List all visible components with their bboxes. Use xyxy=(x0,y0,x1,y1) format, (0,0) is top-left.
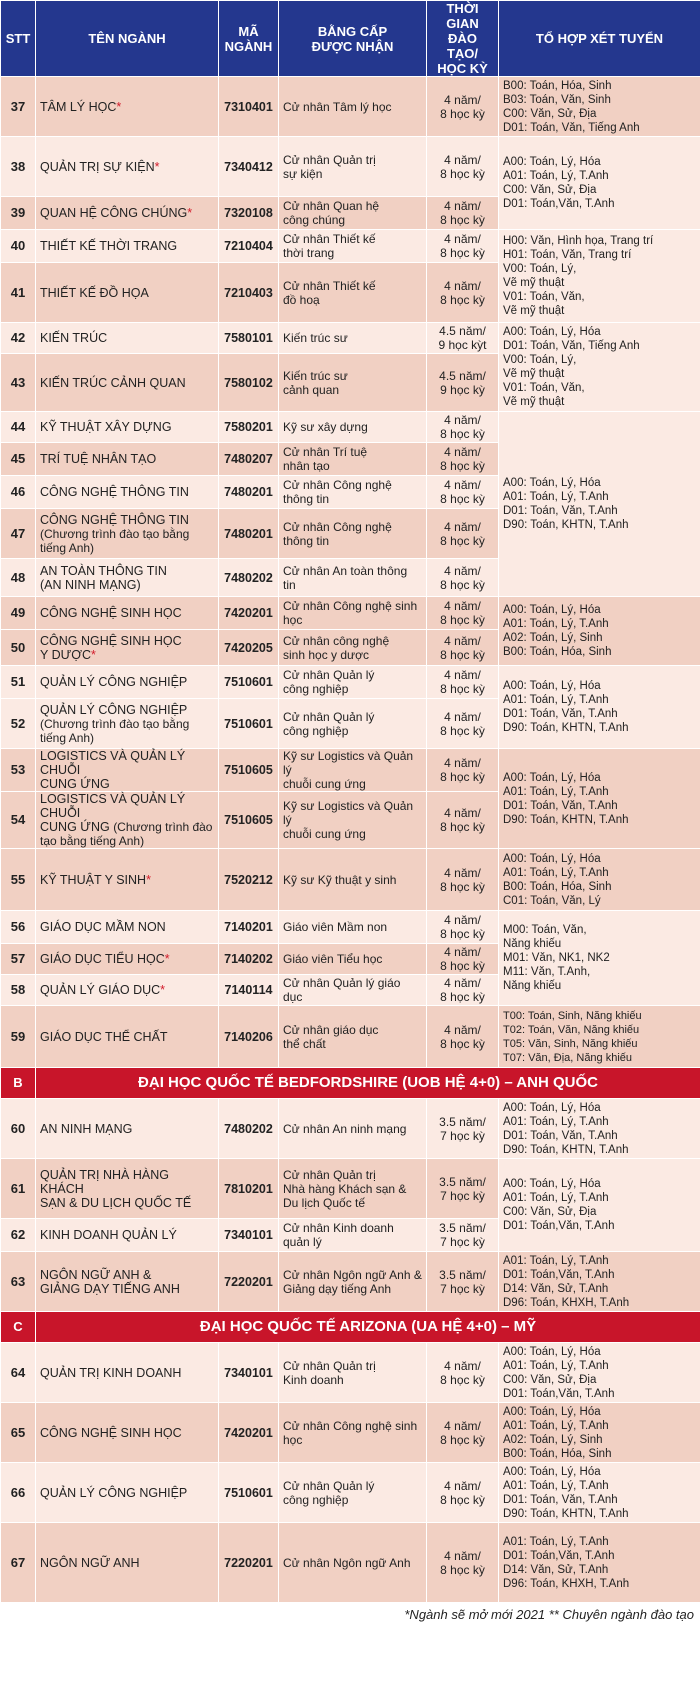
row-code: 7210404 xyxy=(219,230,279,263)
row-duration: 4 năm/ 8 học kỳ xyxy=(427,77,499,137)
row-name: GIÁO DỤC THỂ CHẤT xyxy=(36,1006,219,1068)
row-name: QUẢN TRỊ KINH DOANH xyxy=(36,1343,219,1403)
row-duration: 4 năm/ 8 học kỳ xyxy=(427,1343,499,1403)
row-degree: Kỹ sư xây dựng xyxy=(279,412,427,443)
row-name: TRÍ TUỆ NHÂN TẠO xyxy=(36,443,219,476)
row-stt: 50 xyxy=(1,630,36,666)
table-row xyxy=(1,137,700,197)
row-name xyxy=(36,137,219,197)
row-name-note: (Chương trình đào tạo bằng tiếng Anh) xyxy=(40,526,190,555)
row-stt: 65 xyxy=(1,1403,36,1463)
row-name: QUẢN LÝ CÔNG NGHIỆP xyxy=(36,1463,219,1523)
row-degree: Cử nhân Ngôn ngữ Anh xyxy=(279,1523,427,1603)
row-combos: A01: Toán, Lý, T.Anh D01: Toán,Văn, T.Anh D14: Văn, Sử, T.Anh D96: Toán, KHXH, T.Anh xyxy=(499,1252,700,1312)
row-name xyxy=(36,509,219,559)
row-stt: 60 xyxy=(1,1099,36,1159)
row-combos: A00: Toán, Lý, Hóa A01: Toán, Lý, T.Anh A02: Toán, Lý, Sinh B00: Toán, Hóa, Sinh xyxy=(499,1403,700,1463)
row-degree: Cử nhân An ninh mạng xyxy=(279,1099,427,1159)
row-degree: Cử nhân Công nghệ sinh học xyxy=(279,1403,427,1463)
row-duration: 4 năm/ 8 học kỳ xyxy=(427,1463,499,1523)
row-degree: Cử nhân Thiết kế đồ hoạ xyxy=(279,263,427,323)
section-title: ĐẠI HỌC QUỐC TẾ ARIZONA (UA HỆ 4+0) – MỸ xyxy=(36,1312,700,1343)
row-duration: 4.5 năm/ 9 học kỳt xyxy=(427,323,499,354)
row-degree: Cử nhân Tâm lý học xyxy=(279,77,427,137)
row-code: 7220201 xyxy=(219,1252,279,1312)
row-degree: Cử nhân Quản lý công nghiệp xyxy=(279,666,427,699)
row-code: 7320108 xyxy=(219,197,279,230)
row-degree: Cử nhân Quản lý công nghiệp xyxy=(279,699,427,749)
row-degree: Cử nhân An toàn thông tin xyxy=(279,559,427,597)
new-program-star: * xyxy=(160,983,166,997)
header-bang-cap: BẰNG CẤP ĐƯỢC NHẬN xyxy=(279,1,427,77)
row-name: GIÁO DỤC MẦM NON xyxy=(36,911,219,944)
row-duration: 4.5 năm/ 9 học kỳ xyxy=(427,354,499,412)
footnote: *Ngành sẽ mở mới 2021 ** Chuyên ngành đào tạo xyxy=(404,1607,694,1622)
row-combos: A00: Toán, Lý, Hóa A01: Toán, Lý, T.Anh D01: Toán, Văn, T.Anh D90: Toán, KHTN, T.Anh xyxy=(499,412,700,597)
row-name: CÔNG NGHỆ SINH HỌC xyxy=(36,597,219,630)
row-combos: A00: Toán, Lý, Hóa A01: Toán, Lý, T.Anh D01: Toán, Văn, T.Anh D90: Toán, KHTN, T.Anh xyxy=(499,749,700,849)
row-duration: 4 năm/ 8 học kỳ xyxy=(427,559,499,597)
row-stt: 57 xyxy=(1,944,36,975)
row-degree: Cử nhân Công nghệ thông tin xyxy=(279,476,427,509)
row-stt: 49 xyxy=(1,597,36,630)
row-name-note: (Chương trình đào tạo bằng tiếng Anh) xyxy=(40,820,213,848)
table-row xyxy=(1,230,700,263)
row-duration: 3.5 năm/ 7 học kỳ xyxy=(427,1099,499,1159)
row-duration: 4 năm/ 8 học kỳ xyxy=(427,792,499,849)
row-combos: A00: Toán, Lý, Hóa A01: Toán, Lý, T.Anh C00: Văn, Sử, Địa D01: Toán,Văn, T.Anh xyxy=(499,1159,700,1252)
section-title: ĐẠI HỌC QUỐC TẾ BEDFORDSHIRE (UOB HỆ 4+0) – ANH QUỐC xyxy=(36,1068,700,1099)
row-duration: 4 năm/ 8 học kỳ xyxy=(427,1523,499,1603)
row-degree: Kiến trúc sư xyxy=(279,323,427,354)
row-name-text: QUẢN LÝ GIÁO DỤC xyxy=(40,983,161,997)
header-row xyxy=(1,1,700,77)
section-row-b xyxy=(1,1068,700,1099)
row-stt: 56 xyxy=(1,911,36,944)
row-code: 7520212 xyxy=(219,849,279,911)
row-duration: 4 năm/ 8 học kỳ xyxy=(427,476,499,509)
section-label: B xyxy=(1,1068,36,1099)
table-row xyxy=(1,1252,700,1312)
row-code: 7510601 xyxy=(219,699,279,749)
header-thoi-gian: THỜI GIAN ĐÀO TẠO/ HỌC KỲ xyxy=(427,1,499,77)
row-combos: A00: Toán, Lý, Hóa A01: Toán, Lý, T.Anh D01: Toán, Văn, T.Anh D90: Toán, KHTN, T.Anh xyxy=(499,666,700,749)
row-name: KIẾN TRÚC xyxy=(36,323,219,354)
row-name xyxy=(36,77,219,137)
row-code: 7310401 xyxy=(219,77,279,137)
row-code: 7510605 xyxy=(219,749,279,792)
table-row xyxy=(1,412,700,443)
row-code: 7140114 xyxy=(219,975,279,1006)
row-degree: Cử nhân Quản lý công nghiệp xyxy=(279,1463,427,1523)
row-stt: 51 xyxy=(1,666,36,699)
row-name: KINH DOANH QUẢN LÝ xyxy=(36,1219,219,1252)
row-stt: 67 xyxy=(1,1523,36,1603)
row-combos: A00: Toán, Lý, Hóa A01: Toán, Lý, T.Anh B00: Toán, Hóa, Sinh C01: Toán, Văn, Lý xyxy=(499,849,700,911)
row-code: 7480201 xyxy=(219,476,279,509)
row-stt: 64 xyxy=(1,1343,36,1403)
row-degree: Cử nhân Công nghệ sinh học xyxy=(279,597,427,630)
row-name: CÔNG NGHỆ SINH HỌC xyxy=(36,1403,219,1463)
row-duration: 3.5 năm/ 7 học kỳ xyxy=(427,1219,499,1252)
row-duration: 4 năm/ 8 học kỳ xyxy=(427,630,499,666)
row-duration: 4 năm/ 8 học kỳ xyxy=(427,911,499,944)
table-row xyxy=(1,1463,700,1523)
section-row-c xyxy=(1,1312,700,1343)
row-degree: Cử nhân Kinh doanh quản lý xyxy=(279,1219,427,1252)
row-degree: Cử nhân Ngôn ngữ Anh & Giảng dạy tiếng Anh xyxy=(279,1252,427,1312)
row-code: 7510605 xyxy=(219,792,279,849)
row-name xyxy=(36,944,219,975)
row-duration: 3.5 năm/ 7 học kỳ xyxy=(427,1159,499,1219)
row-degree: Cử nhân Thiết kế thời trang xyxy=(279,230,427,263)
row-stt: 41 xyxy=(1,263,36,323)
row-degree: Kiến trúc sư cảnh quan xyxy=(279,354,427,412)
row-name xyxy=(36,849,219,911)
row-name xyxy=(36,630,219,666)
row-name: NGÔN NGỮ ANH xyxy=(36,1523,219,1603)
row-combos: B00: Toán, Hóa, Sinh B03: Toán, Văn, Sinh C00: Văn, Sử, Địa D01: Toán, Văn, Tiếng Anh xyxy=(499,77,700,137)
row-combos: A00: Toán, Lý, Hóa A01: Toán, Lý, T.Anh D01: Toán, Văn, T.Anh D90: Toán, KHTN, T.Anh xyxy=(499,1099,700,1159)
row-combos: A00: Toán, Lý, Hóa A01: Toán, Lý, T.Anh A02: Toán, Lý, Sinh B00: Toán, Hóa, Sinh xyxy=(499,597,700,666)
row-duration: 4 năm/ 8 học kỳ xyxy=(427,699,499,749)
row-name: NGÔN NGỮ ANH & GIẢNG DẠY TIẾNG ANH xyxy=(36,1252,219,1312)
row-name: THIẾT KẾ ĐỒ HỌA xyxy=(36,263,219,323)
row-stt: 39 xyxy=(1,197,36,230)
row-stt: 52 xyxy=(1,699,36,749)
row-code: 7420201 xyxy=(219,1403,279,1463)
row-degree: Giáo viên Tiểu học xyxy=(279,944,427,975)
row-combos: T00: Toán, Sinh, Năng khiếu T02: Toán, Văn, Năng khiếu T05: Văn, Sinh, Năng khiếu T07: Văn, Địa, Năng khiếu xyxy=(499,1006,700,1068)
row-code: 7340101 xyxy=(219,1343,279,1403)
row-degree: Cử nhân Quản trị Kinh doanh xyxy=(279,1343,427,1403)
row-stt: 53 xyxy=(1,749,36,792)
header-stt: STT xyxy=(1,1,36,77)
table-row xyxy=(1,77,700,137)
row-degree: Cử nhân công nghệ sinh học y dược xyxy=(279,630,427,666)
table-row xyxy=(1,849,700,911)
row-duration: 4 năm/ 8 học kỳ xyxy=(427,666,499,699)
row-combos: A00: Toán, Lý, Hóa D01: Toán, Văn, Tiếng Anh V00: Toán, Lý, Vẽ mỹ thuật V01: Toán, Văn, Vẽ mỹ thuật xyxy=(499,323,700,412)
table-row xyxy=(1,1343,700,1403)
row-duration: 4 năm/ 8 học kỳ xyxy=(427,1006,499,1068)
row-code: 7340412 xyxy=(219,137,279,197)
row-code: 7480202 xyxy=(219,1099,279,1159)
row-code: 7140201 xyxy=(219,911,279,944)
row-name-text: CÔNG NGHỆ SINH HỌC Y DƯỢC xyxy=(40,633,182,662)
row-stt: 63 xyxy=(1,1252,36,1312)
row-duration: 4 năm/ 8 học kỳ xyxy=(427,849,499,911)
row-stt: 54 xyxy=(1,792,36,849)
table-row xyxy=(1,1159,700,1219)
row-stt: 55 xyxy=(1,849,36,911)
new-program-star: * xyxy=(116,99,122,114)
row-duration: 4 năm/ 8 học kỳ xyxy=(427,749,499,792)
table-row xyxy=(1,323,700,354)
row-code: 7140206 xyxy=(219,1006,279,1068)
section-label: C xyxy=(1,1312,36,1343)
row-degree: Cử nhân giáo dục thể chất xyxy=(279,1006,427,1068)
row-code: 7480207 xyxy=(219,443,279,476)
table-row xyxy=(1,1099,700,1159)
header-to-hop: TỔ HỢP XÉT TUYỂN xyxy=(499,1,700,77)
header-ten-nganh: TÊN NGÀNH xyxy=(36,1,219,77)
row-name: AN TOÀN THÔNG TIN (AN NINH MẠNG) xyxy=(36,559,219,597)
row-name-text: TÂM LÝ HỌC xyxy=(40,99,117,114)
row-duration: 4 năm/ 8 học kỳ xyxy=(427,597,499,630)
row-code: 7420201 xyxy=(219,597,279,630)
row-code: 7510601 xyxy=(219,666,279,699)
row-stt: 37 xyxy=(1,77,36,137)
new-program-star: * xyxy=(154,159,160,174)
row-name-text: LOGISTICS VÀ QUẢN LÝ CHUỖI CUNG ỨNG xyxy=(40,792,186,834)
row-stt: 46 xyxy=(1,476,36,509)
row-code: 7580102 xyxy=(219,354,279,412)
row-combos: A00: Toán, Lý, Hóa A01: Toán, Lý, T.Anh D01: Toán, Văn, T.Anh D90: Toán, KHTN, T.Anh xyxy=(499,1463,700,1523)
row-code: 7420205 xyxy=(219,630,279,666)
row-name xyxy=(36,197,219,230)
row-name: LOGISTICS VÀ QUẢN LÝ CHUỖI CUNG ỨNG xyxy=(36,749,219,792)
row-name-text: KỸ THUẬT Y SINH xyxy=(40,872,147,887)
row-stt: 62 xyxy=(1,1219,36,1252)
row-duration: 4 năm/ 8 học kỳ xyxy=(427,412,499,443)
row-duration: 4 năm/ 8 học kỳ xyxy=(427,197,499,230)
row-duration: 4 năm/ 8 học kỳ xyxy=(427,230,499,263)
row-combos: A01: Toán, Lý, T.Anh D01: Toán,Văn, T.Anh D14: Văn, Sử, T.Anh D96: Toán, KHXH, T.Anh xyxy=(499,1523,700,1603)
row-stt: 45 xyxy=(1,443,36,476)
row-combos: A00: Toán, Lý, Hóa A01: Toán, Lý, T.Anh C00: Văn, Sử, Địa D01: Toán,Văn, T.Anh xyxy=(499,137,700,230)
table-row xyxy=(1,749,700,792)
row-code: 7480201 xyxy=(219,509,279,559)
table-row xyxy=(1,1403,700,1463)
row-code: 7340101 xyxy=(219,1219,279,1252)
row-stt: 43 xyxy=(1,354,36,412)
row-duration: 4 năm/ 8 học kỳ xyxy=(427,263,499,323)
row-stt: 58 xyxy=(1,975,36,1006)
row-combos: H00: Văn, Hình họa, Trang trí H01: Toán, Văn, Trang trí V00: Toán, Lý, Vẽ mỹ thuật V01: Toán, Văn, Vẽ mỹ thuật xyxy=(499,230,700,323)
row-code: 7810201 xyxy=(219,1159,279,1219)
new-program-star: * xyxy=(146,872,151,887)
row-stt: 66 xyxy=(1,1463,36,1523)
row-stt: 48 xyxy=(1,559,36,597)
row-code: 7140202 xyxy=(219,944,279,975)
row-name-text: GIÁO DỤC TIỂU HỌC xyxy=(40,952,165,966)
row-degree: Kỹ sư Logistics và Quản lý chuỗi cung ứng xyxy=(279,792,427,849)
new-program-star: * xyxy=(164,952,170,966)
row-degree: Cử nhân Quản lý giáo dục xyxy=(279,975,427,1006)
row-code: 7580201 xyxy=(219,412,279,443)
row-name: CÔNG NGHỆ THÔNG TIN xyxy=(36,476,219,509)
row-degree: Giáo viên Mầm non xyxy=(279,911,427,944)
row-duration: 4 năm/ 8 học kỳ xyxy=(427,137,499,197)
row-name: AN NINH MẠNG xyxy=(36,1099,219,1159)
row-stt: 47 xyxy=(1,509,36,559)
row-code: 7210403 xyxy=(219,263,279,323)
row-name xyxy=(36,792,219,849)
row-name: KIẾN TRÚC CẢNH QUAN xyxy=(36,354,219,412)
row-name xyxy=(36,975,219,1006)
table-row xyxy=(1,911,700,944)
row-degree: Kỹ sư Kỹ thuật y sinh xyxy=(279,849,427,911)
row-name-note: (Chương trình đào tạo bằng tiếng Anh) xyxy=(40,716,190,745)
row-duration: 4 năm/ 8 học kỳ xyxy=(427,1403,499,1463)
row-duration: 4 năm/ 8 học kỳ xyxy=(427,509,499,559)
table-row xyxy=(1,597,700,630)
new-program-star: * xyxy=(187,206,193,220)
table-row xyxy=(1,1006,700,1068)
row-name: QUẢN TRỊ NHÀ HÀNG KHÁCH SẠN & DU LỊCH QUỐC TẾ xyxy=(36,1159,219,1219)
table-row xyxy=(1,666,700,699)
row-degree: Cử nhân Quản trị sự kiện xyxy=(279,137,427,197)
row-name: KỸ THUẬT XÂY DỰNG xyxy=(36,412,219,443)
row-stt: 42 xyxy=(1,323,36,354)
row-duration: 3.5 năm/ 7 học kỳ xyxy=(427,1252,499,1312)
table-row xyxy=(1,1523,700,1603)
row-degree: Kỹ sư Logistics và Quản lý chuỗi cung ứng xyxy=(279,749,427,792)
row-code: 7510601 xyxy=(219,1463,279,1523)
row-name: THIẾT KẾ THỜI TRANG xyxy=(36,230,219,263)
row-code: 7480202 xyxy=(219,559,279,597)
row-degree: Cử nhân Quan hệ công chúng xyxy=(279,197,427,230)
row-combos: M00: Toán, Văn, Năng khiếu M01: Văn, NK1, NK2 M11: Văn, T.Anh, Năng khiếu xyxy=(499,911,700,1006)
row-stt: 44 xyxy=(1,412,36,443)
row-name: QUẢN LÝ CÔNG NGHIỆP xyxy=(36,666,219,699)
row-name xyxy=(36,699,219,749)
row-code: 7220201 xyxy=(219,1523,279,1603)
row-name-text: QUẢN LÝ CÔNG NGHIỆP xyxy=(40,702,188,717)
row-code: 7580101 xyxy=(219,323,279,354)
row-name-text: QUAN HỆ CÔNG CHÚNG xyxy=(40,206,188,220)
row-duration: 4 năm/ 8 học kỳ xyxy=(427,944,499,975)
header-ma-nganh: MÃ NGÀNH xyxy=(219,1,279,77)
new-program-star: * xyxy=(91,647,96,662)
row-duration: 4 năm/ 8 học kỳ xyxy=(427,975,499,1006)
row-stt: 40 xyxy=(1,230,36,263)
row-name-text: CÔNG NGHỆ THÔNG TIN xyxy=(40,512,189,527)
row-stt: 38 xyxy=(1,137,36,197)
row-name-text: QUẢN TRỊ SỰ KIỆN xyxy=(40,159,155,174)
row-duration: 4 năm/ 8 học kỳ xyxy=(427,443,499,476)
row-combos: A00: Toán, Lý, Hóa A01: Toán, Lý, T.Anh C00: Văn, Sử, Địa D01: Toán,Văn, T.Anh xyxy=(499,1343,700,1403)
row-degree: Cử nhân Công nghệ thông tin xyxy=(279,509,427,559)
row-degree: Cử nhân Trí tuệ nhân tạo xyxy=(279,443,427,476)
row-stt: 61 xyxy=(1,1159,36,1219)
row-degree: Cử nhân Quản trị Nhà hàng Khách sạn & Du lịch Quốc tế xyxy=(279,1159,427,1219)
row-stt: 59 xyxy=(1,1006,36,1068)
